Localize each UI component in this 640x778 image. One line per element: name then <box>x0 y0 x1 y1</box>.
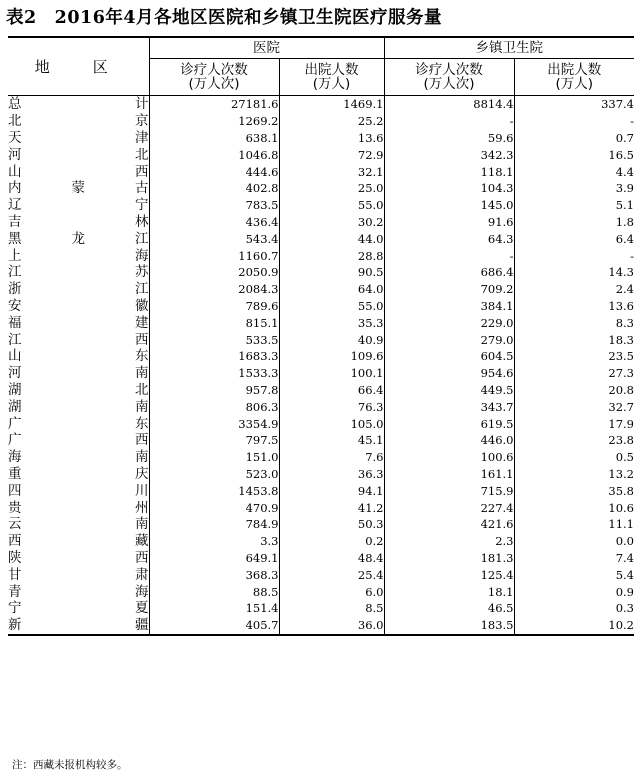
hospital-visits-cell: 784.9 <box>149 516 279 533</box>
hospital-visits-cell: 789.6 <box>149 298 279 315</box>
table-row <box>8 550 634 567</box>
table-row <box>8 113 634 130</box>
hospital-visits-cell: 1160.7 <box>149 247 279 264</box>
hospital-discharges-cell: 50.3 <box>279 516 384 533</box>
table-row <box>8 499 634 516</box>
hospital-discharges-cell: 100.1 <box>279 365 384 382</box>
hospital-visits-cell: 815.1 <box>149 314 279 331</box>
township-discharges-cell: 0.0 <box>615 534 634 549</box>
township-discharges-cell: - <box>630 248 634 263</box>
region-cell: 海南 <box>8 449 149 466</box>
hospital-visits-cell: 151.4 <box>149 600 279 617</box>
hospital-visits-cell: 543.4 <box>149 230 279 247</box>
region-cell: 安徽 <box>8 297 149 314</box>
township-visits-cell: 421.6 <box>384 516 514 533</box>
township-visits-cell: 2.3 <box>384 533 514 550</box>
township-discharges-cell: 13.2 <box>608 466 634 481</box>
table-row <box>8 398 634 415</box>
hospital-discharges-cell: 25.0 <box>279 180 384 197</box>
township-visits-cell: 183.5 <box>384 617 514 635</box>
township-discharges-cell: 3.9 <box>615 181 634 196</box>
hospital-visits-cell: 523.0 <box>149 466 279 483</box>
region-cell: 江苏 <box>8 264 149 281</box>
hospital-discharges-cell: 55.0 <box>279 197 384 214</box>
region-cell: 重庆 <box>8 465 149 482</box>
region-cell: 北京 <box>8 113 149 130</box>
hospital-visits-cell: 3354.9 <box>149 415 279 432</box>
region-cell: 内蒙古 <box>8 180 149 197</box>
table-row <box>8 146 634 163</box>
hospital-visits-cell: 1046.8 <box>149 146 279 163</box>
township-visits-cell: 181.3 <box>384 550 514 567</box>
township-visits-cell: 604.5 <box>384 348 514 365</box>
header-hospital: 医院 <box>149 37 384 59</box>
table-row <box>8 466 634 483</box>
township-discharges-cell: 0.9 <box>615 584 634 599</box>
township-visits-cell: 18.1 <box>384 583 514 600</box>
township-discharges-cell: 20.8 <box>608 382 634 397</box>
table-row <box>8 516 634 533</box>
hospital-discharges-cell: 45.1 <box>279 432 384 449</box>
hospital-visits-cell: 1269.2 <box>149 113 279 130</box>
region-cell: 浙江 <box>8 281 149 298</box>
table-row <box>8 600 634 617</box>
hospital-discharges-cell: 44.0 <box>279 230 384 247</box>
hospital-visits-cell: 368.3 <box>149 566 279 583</box>
region-cell: 湖北 <box>8 381 149 398</box>
table-row <box>8 314 634 331</box>
hospital-visits-cell: 2084.3 <box>149 281 279 298</box>
footnote: 注：西藏未报机构较多。 <box>12 759 128 771</box>
hospital-discharges-cell: 105.0 <box>279 415 384 432</box>
table-row <box>8 96 634 113</box>
hospital-discharges-cell: 36.3 <box>279 466 384 483</box>
hospital-visits-cell: 470.9 <box>149 499 279 516</box>
township-visits-cell: 279.0 <box>384 331 514 348</box>
table-row <box>8 583 634 600</box>
table-row <box>8 163 634 180</box>
hospital-visits-cell: 797.5 <box>149 432 279 449</box>
township-visits-cell: 59.6 <box>384 130 514 147</box>
table-row <box>8 247 634 264</box>
township-visits-cell: 343.7 <box>384 398 514 415</box>
hospital-visits-cell: 1533.3 <box>149 365 279 382</box>
township-visits-cell: - <box>384 247 514 264</box>
hospital-discharges-cell: 72.9 <box>279 146 384 163</box>
hospital-visits-cell: 649.1 <box>149 550 279 567</box>
township-discharges-cell: 10.6 <box>608 500 634 515</box>
township-discharges-cell: - <box>630 114 634 129</box>
hospital-discharges-cell: 25.4 <box>279 566 384 583</box>
township-discharges-cell: 6.4 <box>615 231 634 246</box>
township-discharges-cell: 2.4 <box>615 282 634 297</box>
region-cell: 青海 <box>8 583 149 600</box>
region-cell: 上海 <box>8 247 149 264</box>
region-cell: 甘肃 <box>8 566 149 583</box>
region-cell: 山东 <box>8 348 149 365</box>
hospital-visits-cell: 1453.8 <box>149 482 279 499</box>
region-cell: 河北 <box>8 146 149 163</box>
region-cell: 陕西 <box>8 549 149 566</box>
hospital-visits-cell: 444.6 <box>149 163 279 180</box>
township-visits-cell: 384.1 <box>384 298 514 315</box>
table-row <box>8 617 634 635</box>
township-visits-cell: 64.3 <box>384 230 514 247</box>
table-row <box>8 298 634 315</box>
township-discharges-cell: 32.7 <box>608 399 634 414</box>
township-discharges-cell: 35.8 <box>608 483 634 498</box>
township-visits-cell: 118.1 <box>384 163 514 180</box>
table-row <box>8 482 634 499</box>
township-discharges-cell: 8.3 <box>615 315 634 330</box>
township-discharges-cell: 0.3 <box>615 601 634 616</box>
hospital-visits-cell: 638.1 <box>149 130 279 147</box>
region-cell: 广西 <box>8 432 149 449</box>
township-discharges-cell: 10.2 <box>608 618 634 633</box>
hospital-discharges-cell: 55.0 <box>279 298 384 315</box>
hospital-discharges-cell: 6.0 <box>279 583 384 600</box>
township-discharges-cell: 17.9 <box>608 416 634 431</box>
hospital-visits-cell: 405.7 <box>149 617 279 635</box>
hospital-discharges-cell: 1469.1 <box>279 96 384 113</box>
header-township: 乡镇卫生院 <box>384 37 634 59</box>
township-visits-cell: 227.4 <box>384 499 514 516</box>
hospital-discharges-cell: 48.4 <box>279 550 384 567</box>
hospital-discharges-cell: 90.5 <box>279 264 384 281</box>
hospital-discharges-cell: 0.2 <box>279 533 384 550</box>
region-cell: 辽宁 <box>8 197 149 214</box>
township-discharges-cell: 13.6 <box>608 298 634 313</box>
township-discharges-cell: 4.4 <box>615 164 634 179</box>
header-hospital-visits: 诊疗人次数 (万人次) <box>149 59 279 96</box>
township-discharges-cell: 337.4 <box>601 97 634 112</box>
table-title: 表2 2016年4月各地区医院和乡镇卫生院医疗服务量 <box>6 8 443 28</box>
region-cell: 湖南 <box>8 398 149 415</box>
township-discharges-cell: 11.1 <box>608 517 634 532</box>
table-row <box>8 449 634 466</box>
hospital-discharges-cell: 28.8 <box>279 247 384 264</box>
hospital-discharges-cell: 109.6 <box>279 348 384 365</box>
region-cell: 总计 <box>8 96 149 113</box>
hospital-discharges-cell: 41.2 <box>279 499 384 516</box>
region-cell: 广东 <box>8 415 149 432</box>
hospital-discharges-cell: 64.0 <box>279 281 384 298</box>
hospital-visits-cell: 2050.9 <box>149 264 279 281</box>
township-visits-cell: 8814.4 <box>384 96 514 113</box>
hospital-discharges-cell: 8.5 <box>279 600 384 617</box>
region-cell: 吉林 <box>8 213 149 230</box>
township-visits-cell: 446.0 <box>384 432 514 449</box>
table-row <box>8 130 634 147</box>
hospital-discharges-cell: 76.3 <box>279 398 384 415</box>
region-cell: 河南 <box>8 365 149 382</box>
township-visits-cell: 709.2 <box>384 281 514 298</box>
table-row <box>8 415 634 432</box>
township-visits-cell: 342.3 <box>384 146 514 163</box>
township-visits-cell: 46.5 <box>384 600 514 617</box>
table-row <box>8 197 634 214</box>
township-discharges-cell: 0.5 <box>615 450 634 465</box>
township-visits-cell: 449.5 <box>384 382 514 399</box>
table-row <box>8 214 634 231</box>
township-discharges-cell: 27.3 <box>608 366 634 381</box>
region-cell: 云南 <box>8 516 149 533</box>
township-visits-cell: 954.6 <box>384 365 514 382</box>
table-row <box>8 180 634 197</box>
hospital-discharges-cell: 40.9 <box>279 331 384 348</box>
hospital-visits-cell: 806.3 <box>149 398 279 415</box>
township-discharges-cell: 23.8 <box>608 433 634 448</box>
table-row <box>8 348 634 365</box>
region-cell: 山西 <box>8 163 149 180</box>
header-hospital-discharges: 出院人数 (万人) <box>279 59 384 96</box>
header-township-visits: 诊疗人次数 (万人次) <box>384 59 514 96</box>
township-discharges-cell: 1.8 <box>615 214 634 229</box>
hospital-visits-cell: 402.8 <box>149 180 279 197</box>
hospital-discharges-cell: 13.6 <box>279 130 384 147</box>
township-visits-cell: 100.6 <box>384 449 514 466</box>
region-cell: 宁夏 <box>8 600 149 617</box>
table-row <box>8 281 634 298</box>
table-body <box>8 96 634 635</box>
hospital-visits-cell: 957.8 <box>149 382 279 399</box>
hospital-visits-cell: 151.0 <box>149 449 279 466</box>
table-row <box>8 365 634 382</box>
hospital-visits-cell: 436.4 <box>149 214 279 231</box>
table-row <box>8 230 634 247</box>
region-cell: 天津 <box>8 129 149 146</box>
service-volume-table <box>8 36 634 636</box>
table-row <box>8 533 634 550</box>
hospital-discharges-cell: 25.2 <box>279 113 384 130</box>
hospital-visits-cell: 3.3 <box>149 533 279 550</box>
region-cell: 江西 <box>8 331 149 348</box>
region-cell: 贵州 <box>8 499 149 516</box>
table-row <box>8 264 634 281</box>
header-region: 地 区 <box>8 37 149 96</box>
hospital-discharges-cell: 32.1 <box>279 163 384 180</box>
township-visits-cell: 715.9 <box>384 482 514 499</box>
township-discharges-cell: 7.4 <box>615 550 634 565</box>
header-township-discharges: 出院人数 (万人) <box>514 59 634 96</box>
hospital-discharges-cell: 36.0 <box>279 617 384 635</box>
hospital-visits-cell: 533.5 <box>149 331 279 348</box>
hospital-discharges-cell: 35.3 <box>279 314 384 331</box>
hospital-discharges-cell: 30.2 <box>279 214 384 231</box>
region-cell: 西藏 <box>8 533 149 550</box>
region-cell: 新疆 <box>8 617 149 634</box>
township-visits-cell: - <box>384 113 514 130</box>
region-cell: 四川 <box>8 482 149 499</box>
township-visits-cell: 91.6 <box>384 214 514 231</box>
township-discharges-cell: 5.4 <box>615 567 634 582</box>
hospital-discharges-cell: 94.1 <box>279 482 384 499</box>
township-visits-cell: 145.0 <box>384 197 514 214</box>
table-row <box>8 566 634 583</box>
township-visits-cell: 161.1 <box>384 466 514 483</box>
township-visits-cell: 619.5 <box>384 415 514 432</box>
table-row <box>8 331 634 348</box>
township-visits-cell: 686.4 <box>384 264 514 281</box>
township-discharges-cell: 14.3 <box>608 265 634 280</box>
township-discharges-cell: 5.1 <box>615 198 634 213</box>
township-discharges-cell: 18.3 <box>608 332 634 347</box>
township-discharges-cell: 23.5 <box>608 349 634 364</box>
region-cell: 黑龙江 <box>8 230 149 247</box>
township-visits-cell: 125.4 <box>384 566 514 583</box>
township-visits-cell: 104.3 <box>384 180 514 197</box>
hospital-discharges-cell: 7.6 <box>279 449 384 466</box>
hospital-visits-cell: 1683.3 <box>149 348 279 365</box>
township-visits-cell: 229.0 <box>384 314 514 331</box>
hospital-visits-cell: 783.5 <box>149 197 279 214</box>
hospital-discharges-cell: 66.4 <box>279 382 384 399</box>
township-discharges-cell: 0.7 <box>615 130 634 145</box>
region-cell: 福建 <box>8 314 149 331</box>
hospital-visits-cell: 27181.6 <box>149 96 279 113</box>
table-row <box>8 382 634 399</box>
hospital-visits-cell: 88.5 <box>149 583 279 600</box>
township-discharges-cell: 16.5 <box>608 147 634 162</box>
table-row <box>8 432 634 449</box>
